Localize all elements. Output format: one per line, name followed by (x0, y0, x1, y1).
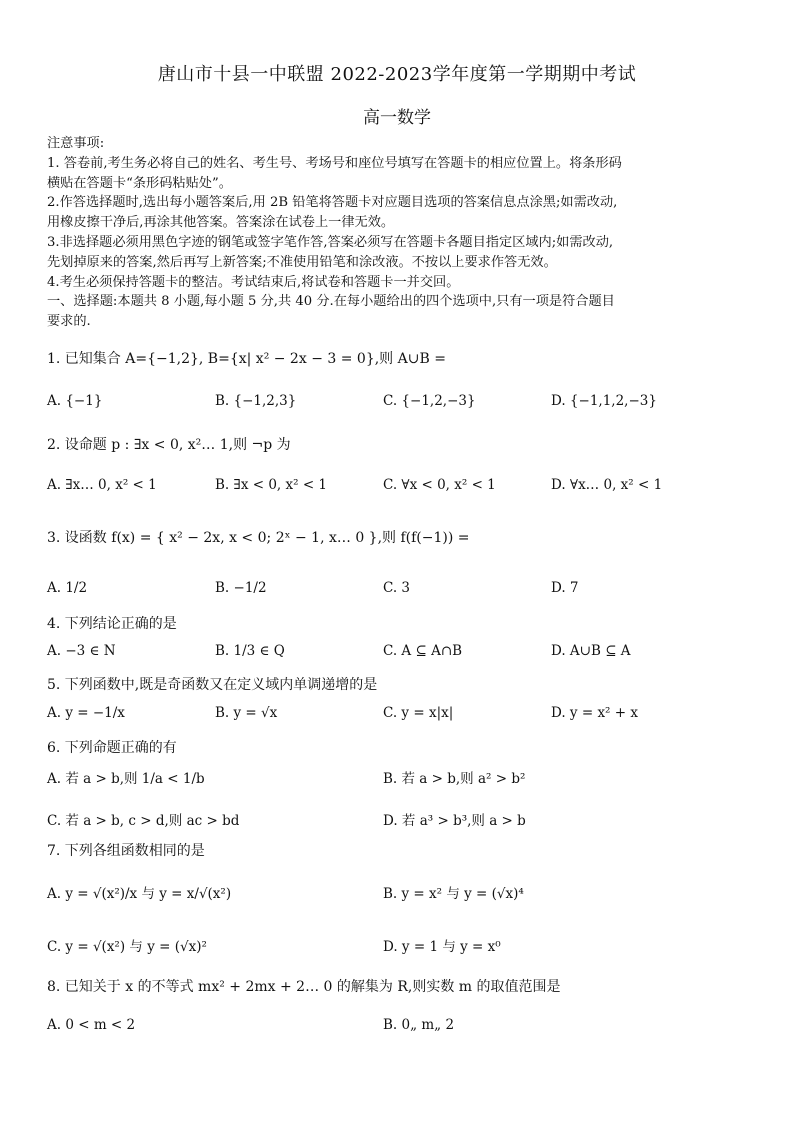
question-2-option-d: D. ∀x… 0, x² < 1 (551, 477, 663, 493)
question-1-option-b: B. {−1,2,3} (215, 393, 297, 409)
question-2-stem: 2. 设命题 p : ∃x < 0, x²… 1,则 ¬p 为 (47, 437, 291, 453)
question-8-option-a: A. 0 < m < 2 (47, 1017, 136, 1033)
question-4-stem: 4. 下列结论正确的是 (47, 616, 177, 632)
question-8-stem: 8. 已知关于 x 的不等式 mx² + 2mx + 2… 0 的解集为 R,则实数 m 的取值范围是 (47, 979, 561, 995)
question-5-option-b: B. y = √x (215, 705, 278, 721)
question-2-option-b: B. ∃x < 0, x² < 1 (215, 477, 328, 493)
question-6-stem: 6. 下列命题正确的有 (47, 740, 177, 756)
question-6-option-c: C. 若 a > b, c > d,则 ac > bd (47, 813, 240, 829)
notes-line: 用橡皮擦干净后,再涂其他答案。答案涂在试卷上一律无效。 (47, 215, 395, 231)
question-1-option-c: C. {−1,2,−3} (383, 393, 476, 409)
question-6-option-a: A. 若 a > b,则 1/a < 1/b (47, 771, 205, 787)
question-4-option-a: A. −3 ∈ N (47, 643, 116, 659)
question-8-option-b: B. 0„ m„ 2 (383, 1017, 455, 1033)
question-7-option-b: B. y = x² 与 y = (√x)⁴ (383, 886, 524, 902)
notes-section (47, 134, 757, 332)
question-6-option-d: D. 若 a³ > b³,则 a > b (383, 813, 526, 829)
question-5-option-c: C. y = x|x| (383, 705, 454, 721)
notes-line: 先划掉原来的答案,然后再写上新答案;不准使用铅笔和涂改液。不按以上要求作答无效。 (47, 254, 557, 270)
question-1-stem: 1. 已知集合 A={−1,2}, B={x| x² − 2x − 3 = 0},则 A∪B = (47, 351, 446, 367)
question-4-option-d: D. A∪B ⊆ A (551, 643, 631, 659)
question-3-option-d: D. 7 (551, 580, 579, 596)
question-3-option-c: C. 3 (383, 580, 411, 596)
question-7-stem: 7. 下列各组函数相同的是 (47, 843, 205, 859)
notes-line: 横贴在答题卡“条形码粘贴处”。 (47, 175, 232, 191)
notes-line: 3.非选择题必须用黑色字迹的钢笔或签字笔作答,答案必须写在答题卡各题目指定区域内;如需改动, (47, 234, 614, 250)
notes-line: 2.作答选择题时,选出每小题答案后,用 2B 铅笔将答题卡对应题目选项的答案信息点涂黑;如需改动, (47, 195, 618, 211)
question-6-option-b: B. 若 a > b,则 a² > b² (383, 771, 526, 787)
question-1-option-a: A. {−1} (47, 393, 103, 409)
question-1-option-d: D. {−1,1,2,−3} (551, 393, 657, 409)
question-4-option-b: B. 1/3 ∈ Q (215, 643, 285, 659)
question-7-option-a: A. y = √(x²)/x 与 y = x/√(x²) (47, 886, 232, 902)
question-7-option-c: C. y = √(x²) 与 y = (√x)² (47, 939, 207, 955)
section-heading: 一、选择题:本题共 8 小题,每小题 5 分,共 40 分.在每小题给出的四个选项中,只有一项是符合题目 (47, 294, 615, 310)
question-7-option-d: D. y = 1 与 y = x⁰ (383, 939, 501, 955)
question-5-option-a: A. y = −1/x (47, 705, 125, 721)
exam-subject: 高一数学 (363, 108, 431, 128)
section-heading-cont: 要求的. (47, 314, 91, 330)
notes-line: 1. 答卷前,考生务必将自己的姓名、考生号、考场号和座位号填写在答题卡的相应位置上。将条形码 (47, 155, 622, 171)
question-3-option-b: B. −1/2 (215, 580, 267, 596)
question-5-option-d: D. y = x² + x (551, 705, 638, 721)
question-3-stem: 3. 设函数 f(x) = { x² − 2x, x < 0; 2ˣ − 1, x… 0 },则 f(f(−1)) = (47, 530, 470, 546)
notes-line: 4.考生必须保持答题卡的整洁。考试结束后,将试卷和答题卡一并交回。 (47, 274, 460, 290)
question-4-option-c: C. A ⊆ A∩B (383, 643, 463, 659)
exam-title: 唐山市十县一中联盟 2022-2023学年度第一学期期中考试 (157, 64, 637, 85)
question-2-option-a: A. ∃x… 0, x² < 1 (47, 477, 157, 493)
notes-heading: 注意事项: (47, 136, 105, 151)
question-5-stem: 5. 下列函数中,既是奇函数又在定义域内单调递增的是 (47, 677, 378, 693)
question-3-option-a: A. 1/2 (47, 580, 88, 596)
question-2-option-c: C. ∀x < 0, x² < 1 (383, 477, 496, 493)
